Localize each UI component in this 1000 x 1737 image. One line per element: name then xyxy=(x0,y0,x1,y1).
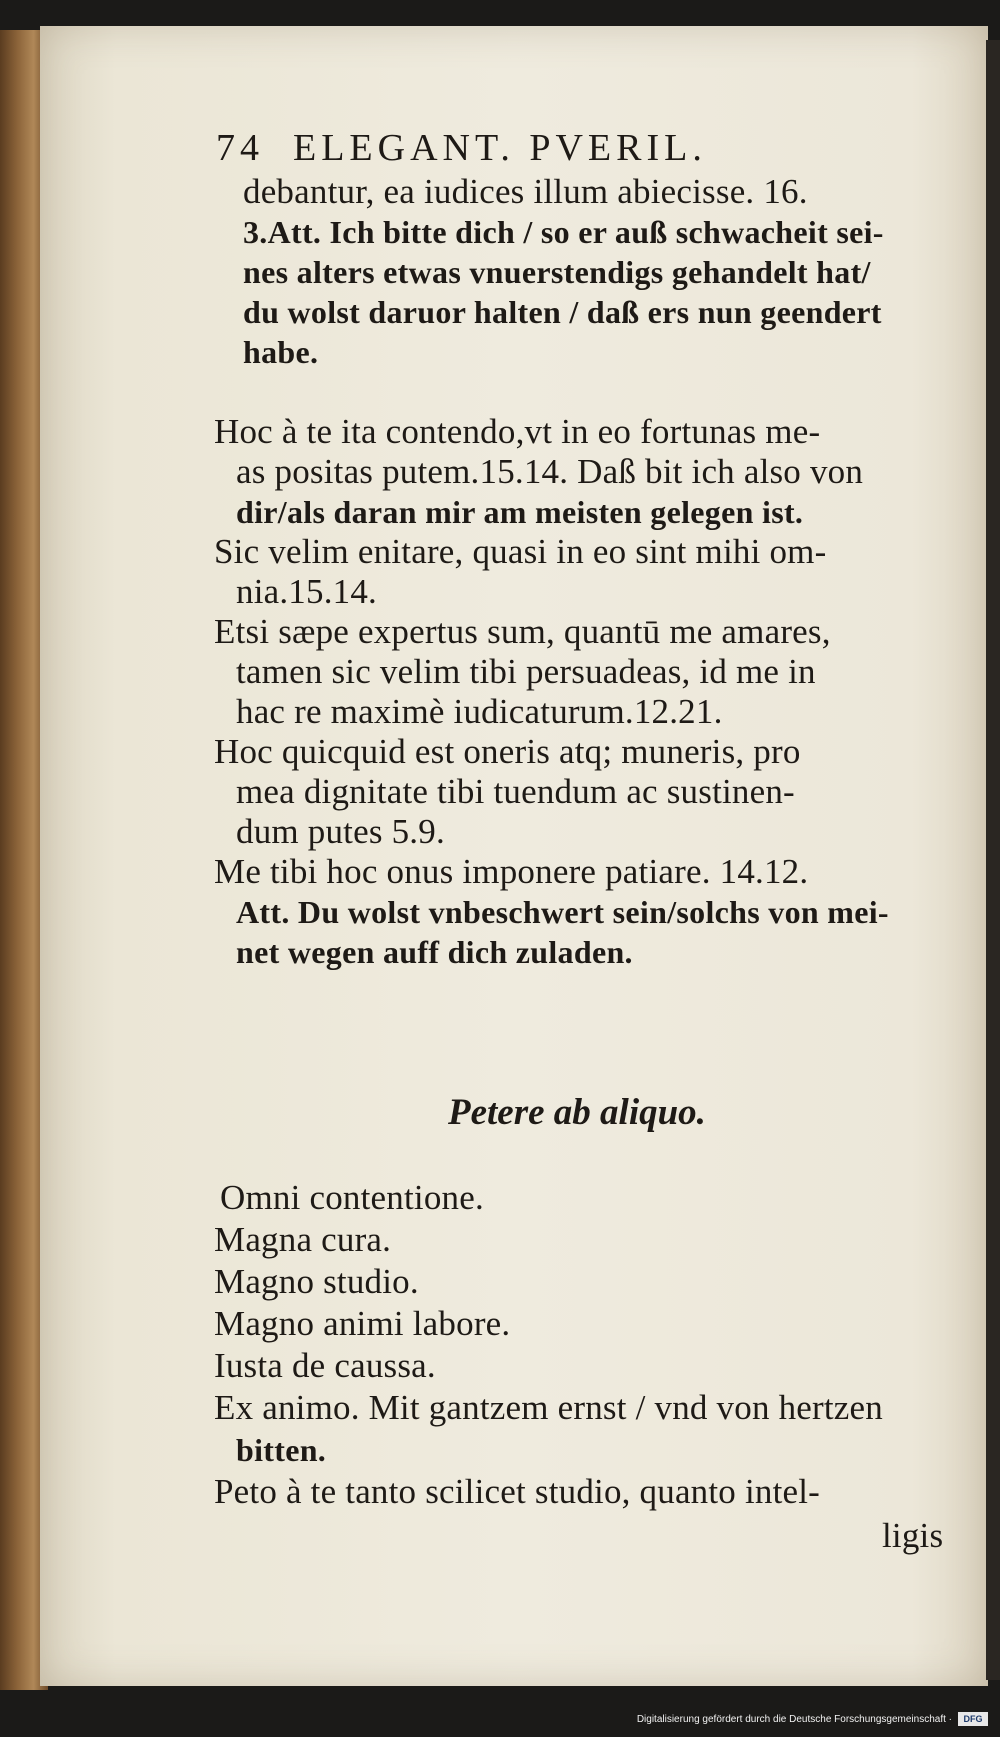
text-line: Magna cura. xyxy=(214,1220,392,1259)
text-line: dir/als daran mir am meisten gelegen ist. xyxy=(236,494,804,530)
text-line: Me tibi hoc onus imponere patiare. 14.12. xyxy=(214,852,809,891)
text-line: 3.Att. Ich bitte dich / so er auß schwacheit sei- xyxy=(243,214,884,250)
text-line: du wolst daruor halten / daß ers nun geendert xyxy=(243,294,882,330)
section-title: Petere ab aliquo. xyxy=(448,1092,706,1133)
text-line: Magno animi labore. xyxy=(214,1304,511,1343)
text-line: Hoc quicquid est oneris atq; muneris, pro xyxy=(214,732,801,771)
text-line: hac re maximè iudicaturum.12.21. xyxy=(236,692,723,731)
funding-credit: Digitalisierung gefördert durch die Deutsche Forschungsgemeinschaft · xyxy=(636,1714,952,1725)
text-line: nia.15.14. xyxy=(236,572,378,611)
text-line: bitten. xyxy=(236,1432,327,1468)
text-line: Magno studio. xyxy=(214,1262,419,1301)
text-line: as positas putem.15.14. Daß bit ich also von xyxy=(236,452,864,491)
text-line: Omni contentione. xyxy=(220,1178,484,1217)
text-line: Peto à te tanto scilicet studio, quanto intel- xyxy=(214,1472,821,1511)
text-line: Etsi sæpe expertus sum, quantū me amares, xyxy=(214,612,831,651)
text-line: dum putes 5.9. xyxy=(236,812,445,851)
catchword: ligis xyxy=(882,1516,944,1555)
text-line: Hoc à te ita contendo,vt in eo fortunas me- xyxy=(214,412,821,451)
dfg-logo: DFG xyxy=(958,1712,988,1726)
footer-bar xyxy=(40,1712,990,1732)
text-line: habe. xyxy=(243,334,319,370)
book-page xyxy=(40,26,988,1686)
text-line: debantur, ea iudices illum abiecisse. 16. xyxy=(243,172,808,211)
page-right-edge xyxy=(986,40,1000,1680)
text-line: Iusta de caussa. xyxy=(214,1346,436,1385)
page-text-block xyxy=(40,26,988,1686)
text-line: Att. Du wolst vnbeschwert sein/solchs von mei- xyxy=(236,894,889,930)
text-line: Ex animo. Mit gantzem ernst / vnd von hertzen xyxy=(214,1388,883,1427)
text-line: nes alters etwas vnuerstendigs gehandelt hat/ xyxy=(243,254,871,290)
running-title: ELEGANT. PVERIL. xyxy=(293,127,707,169)
text-line: Sic velim enitare, quasi in eo sint mihi om- xyxy=(214,532,827,571)
page-number: 74 xyxy=(216,127,264,169)
running-header xyxy=(216,126,707,170)
text-line: net wegen auff dich zuladen. xyxy=(236,934,633,970)
text-line: mea dignitate tibi tuendum ac sustinen- xyxy=(236,772,795,811)
text-line: tamen sic velim tibi persuadeas, id me in xyxy=(236,652,816,691)
